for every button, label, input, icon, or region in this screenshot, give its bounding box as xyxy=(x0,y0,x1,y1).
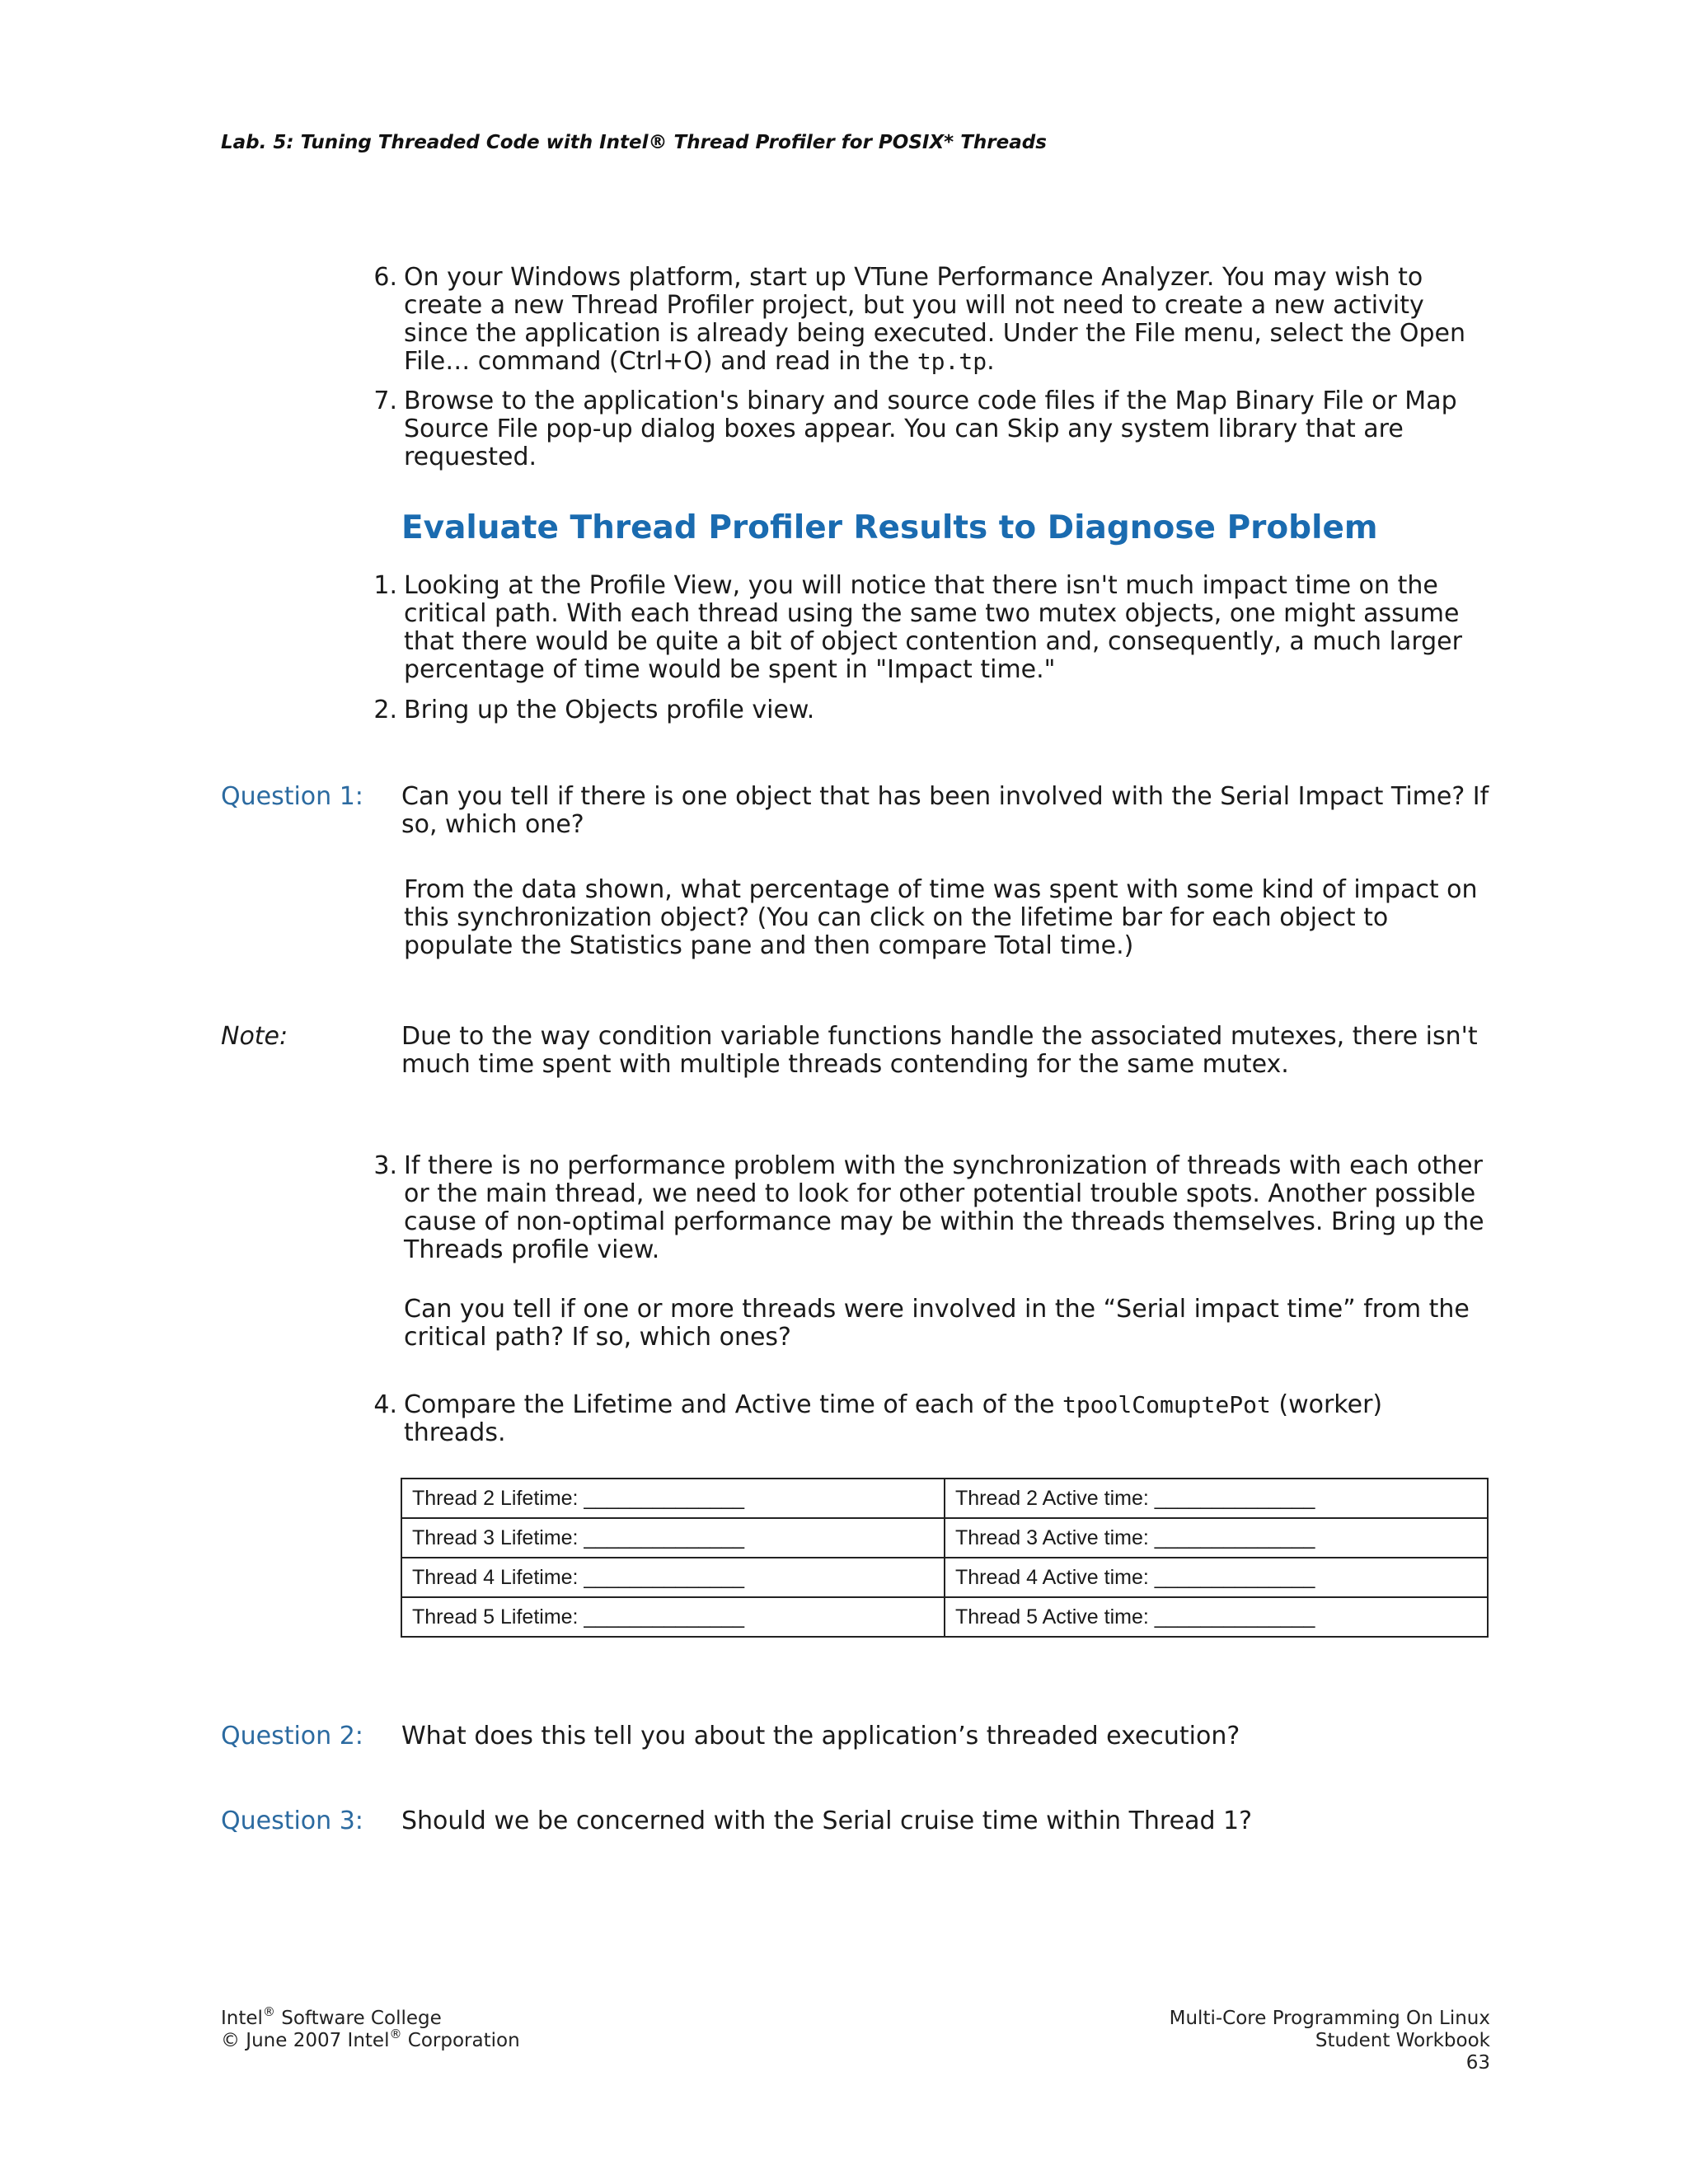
step-number: 1. xyxy=(373,571,397,600)
note-text: Due to the way condition variable functions handle the associated mutexes, there isn't much time spent with multiple threads contending for the same mutex. xyxy=(401,1022,1478,1079)
thread-lifetime-cell: Thread 4 Lifetime: ______________ xyxy=(401,1558,945,1597)
lab-header: Lab. 5: Tuning Threaded Code with Intel® Thread Profiler for POSIX* Threads xyxy=(221,132,1047,153)
table-row xyxy=(401,1558,1488,1597)
step-text: Looking at the Profile View, you will notice that there isn't much impact time on the critical path. With each thread using the same two mutex objects, one might assume that there would be quite a bit of object contention and, consequently, a much larger percentage of time would be spent in "Impact time." xyxy=(404,571,1462,684)
table-row xyxy=(401,1597,1488,1637)
step-4: 4. Compare the Lifetime and Active time of each of the tpoolComuptePot (worker) threads. xyxy=(404,1391,1492,1447)
question-2-label: Question 2: xyxy=(221,1722,363,1750)
footer-copyright: © June 2007 Intel® Corporation xyxy=(221,2027,520,2051)
thread-lifetime-cell: Thread 2 Lifetime: ______________ xyxy=(401,1479,945,1518)
step-text: If there is no performance problem with the synchronization of threads with each other or the main thread, we need to look for other potential trouble spots. Another possible cause of non-optimal performance may be within the threads themselves. Bring up the Threads profile view. xyxy=(404,1151,1484,1264)
footer-left xyxy=(221,2004,520,2052)
question-3-text: Should we be concerned with the Serial cruise time within Thread 1? xyxy=(401,1807,1253,1835)
question-1-text: Can you tell if there is one object that has been involved with the Serial Impact Time? If so, which one? xyxy=(401,782,1489,839)
step-3 xyxy=(373,1151,1492,1264)
thread-active-cell: Thread 2 Active time: ______________ xyxy=(945,1479,1488,1518)
file-name-code: tp.tp xyxy=(917,348,987,375)
eval-step-1 xyxy=(373,571,1492,684)
function-name-code: tpoolComuptePot xyxy=(1062,1391,1271,1418)
question-2-text: What does this tell you about the application’s threaded execution? xyxy=(401,1722,1240,1750)
thread-active-cell: Thread 3 Active time: ______________ xyxy=(945,1518,1488,1558)
thread-lifetime-cell: Thread 5 Lifetime: ______________ xyxy=(401,1597,945,1637)
step-text: On your Windows platform, start up VTune Performance Analyzer. You may wish to create a new Thread Profiler project, but you will not need to create a new activity since the application is already being executed. Under the File menu, select the Open File… command (Ctrl+O) and read in the xyxy=(404,263,1466,376)
footer-book-type: Student Workbook xyxy=(1315,2030,1490,2051)
footer-publisher: Intel® Software College xyxy=(221,2004,442,2029)
step-number: 6. xyxy=(373,263,397,292)
table-row xyxy=(401,1479,1488,1518)
step-text: Browse to the application's binary and source code files if the Map Binary File or Map Source File pop-up dialog boxes appear. You can Skip any system library that are requested. xyxy=(404,387,1457,471)
table-row xyxy=(401,1518,1488,1558)
footer-course-title: Multi-Core Programming On Linux xyxy=(1169,2008,1490,2029)
question-3-label: Question 3: xyxy=(221,1807,363,1835)
step-text: Bring up the Objects profile view. xyxy=(404,696,815,724)
thread-active-cell: Thread 5 Active time: ______________ xyxy=(945,1597,1488,1637)
step-number: 4. xyxy=(373,1390,397,1419)
step-text: Compare the Lifetime and Active time of each of the xyxy=(404,1390,1062,1419)
step-7 xyxy=(373,387,1492,471)
step-6: 6. On your Windows platform, start up VTune Performance Analyzer. You may wish to create a new Thread Profiler project, but you will not need to create a new activity since the application is already being executed. Under the File menu, select the Open File… command (Ctrl+O) and read in the tp.tp. xyxy=(404,264,1492,376)
step-number: 3. xyxy=(373,1151,397,1180)
thread-active-cell: Thread 4 Active time: ______________ xyxy=(945,1558,1488,1597)
eval-step-2 xyxy=(373,696,1492,724)
question-1-label: Question 1: xyxy=(221,782,363,811)
thread-lifetime-cell: Thread 3 Lifetime: ______________ xyxy=(401,1518,945,1558)
thread-times-table xyxy=(401,1478,1489,1638)
step-3-followup: Can you tell if one or more threads were involved in the “Serial impact time” from the critical path? If so, which ones? xyxy=(404,1295,1470,1352)
step-number: 2. xyxy=(373,696,397,724)
section-title: Evaluate Thread Profiler Results to Diagnose Problem xyxy=(401,509,1378,546)
note-label: Note: xyxy=(221,1022,288,1051)
page-number: 63 xyxy=(1465,2052,1490,2074)
question-1-followup: From the data shown, what percentage of time was spent with some kind of impact on this synchronization object? (You can click on the lifetime bar for each object to populate the Statistics pane and then compare Total time.) xyxy=(404,875,1478,960)
step-number: 7. xyxy=(373,387,397,415)
footer-right xyxy=(1170,2008,1490,2074)
